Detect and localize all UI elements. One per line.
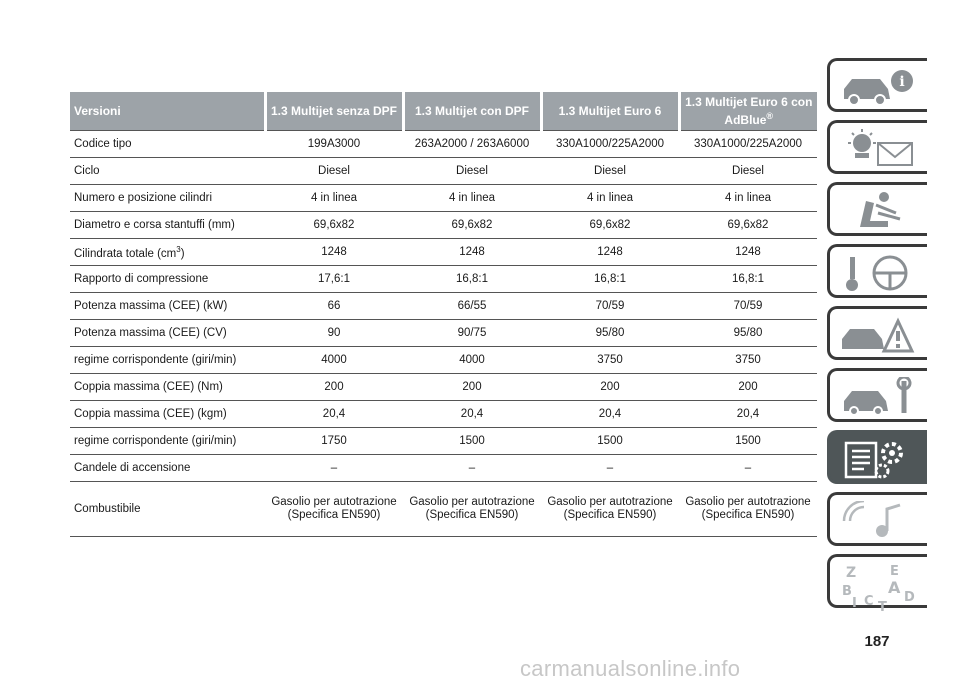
cell: – [679, 455, 817, 482]
cell: 200 [403, 374, 541, 401]
cell: 20,4 [403, 401, 541, 428]
header-multijet-senza-dpf: 1.3 Multijet senza DPF [265, 92, 403, 131]
multimedia-music-icon [840, 501, 918, 541]
cell: 69,6x82 [403, 212, 541, 239]
cell: – [265, 455, 403, 482]
cell: 70/59 [679, 293, 817, 320]
table-row [70, 266, 817, 293]
tab-technical-data[interactable] [827, 430, 927, 484]
alphabetical-index-icon [840, 563, 918, 613]
registered-mark: ® [766, 111, 774, 121]
tab-maintenance[interactable] [827, 368, 927, 422]
cell: 3750 [541, 347, 679, 374]
table-row [70, 374, 817, 401]
tab-index[interactable] [827, 554, 927, 613]
cell: – [403, 455, 541, 482]
specifications-table [70, 92, 817, 537]
watermark: carmanualsonline.info [520, 656, 741, 681]
cell: 4000 [403, 347, 541, 374]
car-info-icon [840, 67, 918, 107]
row-label: Coppia massima (CEE) (Nm) [70, 374, 265, 401]
row-label: Rapporto di compressione [70, 266, 265, 293]
cell: 200 [265, 374, 403, 401]
cell: 4 in linea [403, 185, 541, 212]
cell: 330A1000/225A2000 [679, 131, 817, 158]
cell: Gasolio per autotrazione (Specifica EN590) [541, 482, 679, 537]
cell: 1500 [403, 428, 541, 455]
tab-safety[interactable] [827, 182, 927, 236]
table-row [70, 131, 817, 158]
svg-text:B: B [842, 584, 852, 599]
cell: Diesel [679, 158, 817, 185]
cell: 3750 [679, 347, 817, 374]
row-label [70, 239, 265, 266]
table-row [70, 293, 817, 320]
header-multijet-con-dpf: 1.3 Multijet con DPF [403, 92, 541, 131]
row-label: Numero e posizione cilindri [70, 185, 265, 212]
cell: 69,6x82 [265, 212, 403, 239]
cell: 66/55 [403, 293, 541, 320]
table-row [70, 428, 817, 455]
row-label: regime corrispondente (giri/min) [70, 347, 265, 374]
row-label: Ciclo [70, 158, 265, 185]
cell: 69,6x82 [679, 212, 817, 239]
warning-lights-message-icon [840, 129, 918, 169]
cell: 20,4 [679, 401, 817, 428]
svg-text:A: A [888, 578, 901, 597]
row-label-end: ) [180, 247, 185, 260]
cell: 1500 [679, 428, 817, 455]
cell: 66 [265, 293, 403, 320]
key-steering-wheel-icon [840, 253, 918, 293]
table-row [70, 212, 817, 239]
header-multijet-euro6: 1.3 Multijet Euro 6 [541, 92, 679, 131]
table-row [70, 185, 817, 212]
header-versions: Versioni [70, 92, 265, 131]
tab-warning-lights[interactable] [827, 120, 927, 174]
svg-text:I: I [852, 596, 857, 611]
cell: 199A3000 [265, 131, 403, 158]
tab-car-info[interactable] [827, 58, 927, 112]
cell: – [541, 455, 679, 482]
row-label: Codice tipo [70, 131, 265, 158]
svg-text:i: i [899, 74, 905, 90]
cell: 16,8:1 [541, 266, 679, 293]
cell: 1750 [265, 428, 403, 455]
car-maintenance-wrench-icon [840, 377, 918, 417]
cell: Diesel [541, 158, 679, 185]
tab-multimedia[interactable] [827, 492, 927, 546]
cell: 16,8:1 [403, 266, 541, 293]
table-row [70, 347, 817, 374]
cell: 69,6x82 [541, 212, 679, 239]
table-row [70, 455, 817, 482]
row-label: Candele di accensione [70, 455, 265, 482]
table-row [70, 482, 817, 537]
cell: 1248 [679, 239, 817, 266]
cell: Gasolio per autotrazione (Specifica EN590) [679, 482, 817, 537]
cell: 4 in linea [541, 185, 679, 212]
car-breakdown-icon [840, 315, 918, 355]
header-multijet-euro6-adblue [679, 92, 817, 131]
cell: 90 [265, 320, 403, 347]
cell: 200 [541, 374, 679, 401]
row-label: regime corrispondente (giri/min) [70, 428, 265, 455]
tab-starting-driving[interactable] [827, 244, 927, 298]
table-row [70, 401, 817, 428]
cell: 200 [679, 374, 817, 401]
cell: 95/80 [679, 320, 817, 347]
cubic-superscript: 3 [176, 245, 181, 255]
cell: 16,8:1 [679, 266, 817, 293]
cell: 70/59 [541, 293, 679, 320]
technical-data-gears-icon [840, 439, 918, 479]
cell: 20,4 [265, 401, 403, 428]
table-row [70, 239, 817, 266]
row-label: Combustibile [70, 482, 265, 537]
cell: Diesel [265, 158, 403, 185]
svg-text:Z: Z [846, 565, 857, 581]
row-label: Diametro e corsa stantuffi (mm) [70, 212, 265, 239]
cell: 1248 [265, 239, 403, 266]
cell: Gasolio per autotrazione (Specifica EN590) [265, 482, 403, 537]
cell: 263A2000 / 263A6000 [403, 131, 541, 158]
cell: 4 in linea [679, 185, 817, 212]
row-label-text: Cilindrata totale (cm [74, 247, 177, 260]
cell: 20,4 [541, 401, 679, 428]
cell: Diesel [403, 158, 541, 185]
table-header-row [70, 92, 817, 131]
cell: Gasolio per autotrazione (Specifica EN590) [403, 482, 541, 537]
svg-text:T: T [878, 600, 887, 613]
tab-emergency[interactable] [827, 306, 927, 360]
cell: 90/75 [403, 320, 541, 347]
row-label: Coppia massima (CEE) (kgm) [70, 401, 265, 428]
row-label: Potenza massima (CEE) (kW) [70, 293, 265, 320]
cell: 95/80 [541, 320, 679, 347]
cell: 4 in linea [265, 185, 403, 212]
cell: 330A1000/225A2000 [541, 131, 679, 158]
table-row [70, 320, 817, 347]
cell: 4000 [265, 347, 403, 374]
cell: 17,6:1 [265, 266, 403, 293]
cell: 1248 [541, 239, 679, 266]
cell: 1500 [541, 428, 679, 455]
row-label: Potenza massima (CEE) (CV) [70, 320, 265, 347]
svg-text:C: C [864, 594, 874, 609]
cell: 1248 [403, 239, 541, 266]
svg-text:D: D [904, 590, 915, 605]
svg-text:E: E [890, 564, 899, 579]
airbag-seat-icon [840, 191, 918, 231]
header-adblue-text: 1.3 Multijet Euro 6 con AdBlue [685, 95, 813, 127]
page-number: 187 [864, 633, 890, 650]
table-row [70, 158, 817, 185]
